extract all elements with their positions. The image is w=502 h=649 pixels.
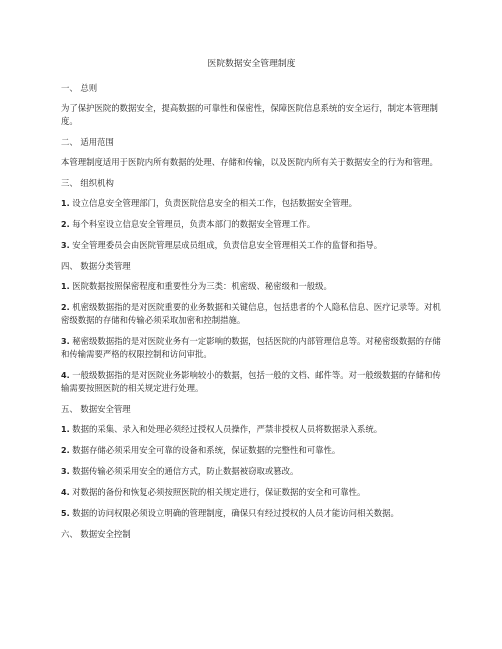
list-item [61, 507, 442, 520]
item-text: 数据传输必须采用安全的通信方式，防止数据被窃取或篡改。 [72, 466, 299, 476]
item-text: 对数据的备份和恢复必须按照医院的相关规定进行，保证数据的安全和可靠性。 [72, 487, 366, 497]
list-item [61, 335, 442, 361]
item-number: 2. [61, 446, 70, 455]
document-title: 医院数据安全管理制度 [207, 59, 296, 69]
item-text: 设立信息安全管理部门，负责医院信息安全的相关工作，包括数据安全管理。 [72, 198, 358, 208]
list-item [61, 369, 442, 395]
list-item [61, 218, 442, 231]
section-heading-organization: 三、 组织机构 [61, 178, 114, 188]
list-item [61, 239, 442, 252]
item-number: 2. [61, 303, 70, 312]
item-number: 3. [61, 467, 70, 476]
list-item [61, 465, 442, 478]
section-heading-classification: 四、 数据分类管理 [61, 261, 131, 271]
section-paragraph-general: 为了保护医院的数据安全，提高数据的可靠性和保密性，保障医院信息系统的安全运行，制定本管理制度。 [61, 103, 438, 126]
item-number: 4. [61, 488, 70, 497]
list-item [61, 197, 442, 210]
item-text: 秘密级数据指的是对医院业务有一定影响的数据，包括医院的内部管理信息等。对秘密级数据的存储和传输需要严格的权限控制和访问审批。 [61, 336, 441, 359]
list-item [61, 423, 442, 436]
list-item [61, 301, 442, 327]
item-text: 一般级数据指的是对医院业务影响较小的数据，包括一般的文档、邮件等。对一般级数据的存储和传输需要按照医院的相关规定进行处理。 [61, 370, 441, 393]
item-number: 3. [61, 337, 70, 346]
section-heading-security-control: 六、 数据安全控制 [61, 529, 131, 539]
list-item [61, 280, 442, 293]
item-number: 4. [61, 371, 70, 380]
item-text: 数据的访问权限必须设立明确的管理制度，确保只有经过授权的人员才能访问相关数据。 [72, 508, 399, 518]
item-number: 1. [61, 282, 70, 291]
section-heading-security-management: 五、 数据安全管理 [61, 404, 131, 414]
section-heading-general: 一、 总则 [61, 83, 98, 93]
item-number: 1. [61, 425, 70, 434]
item-text: 安全管理委员会由医院管理层成员组成，负责信息安全管理相关工作的监督和指导。 [72, 240, 383, 250]
item-number: 2. [61, 220, 70, 229]
item-text: 数据的采集、录入和处理必须经过授权人员操作，严禁非授权人员将数据录入系统。 [72, 424, 383, 434]
section-heading-scope: 二、 适用范围 [61, 137, 114, 147]
list-item [61, 486, 442, 499]
list-item [61, 444, 442, 457]
item-text: 机密级数据指的是对医院重要的业务数据和关键信息，包括患者的个人隐私信息、医疗记录等。对机密级数据的存储和传输必须采取加密和控制措施。 [61, 302, 441, 325]
item-text: 数据存储必须采用安全可靠的设备和系统，保证数据的完整性和可靠性。 [72, 445, 341, 455]
item-number: 1. [61, 199, 70, 208]
item-number: 5. [61, 509, 70, 518]
item-text: 医院数据按照保密程度和重要性分为三类：机密级、秘密级和一般级。 [72, 281, 332, 291]
section-paragraph-scope: 本管理制度适用于医院内所有数据的处理、存储和传输，以及医院内所有关于数据安全的行为和管理。 [61, 157, 438, 167]
item-text: 每个科室设立信息安全管理员，负责本部门的数据安全管理工作。 [72, 219, 316, 229]
item-number: 3. [61, 241, 70, 250]
